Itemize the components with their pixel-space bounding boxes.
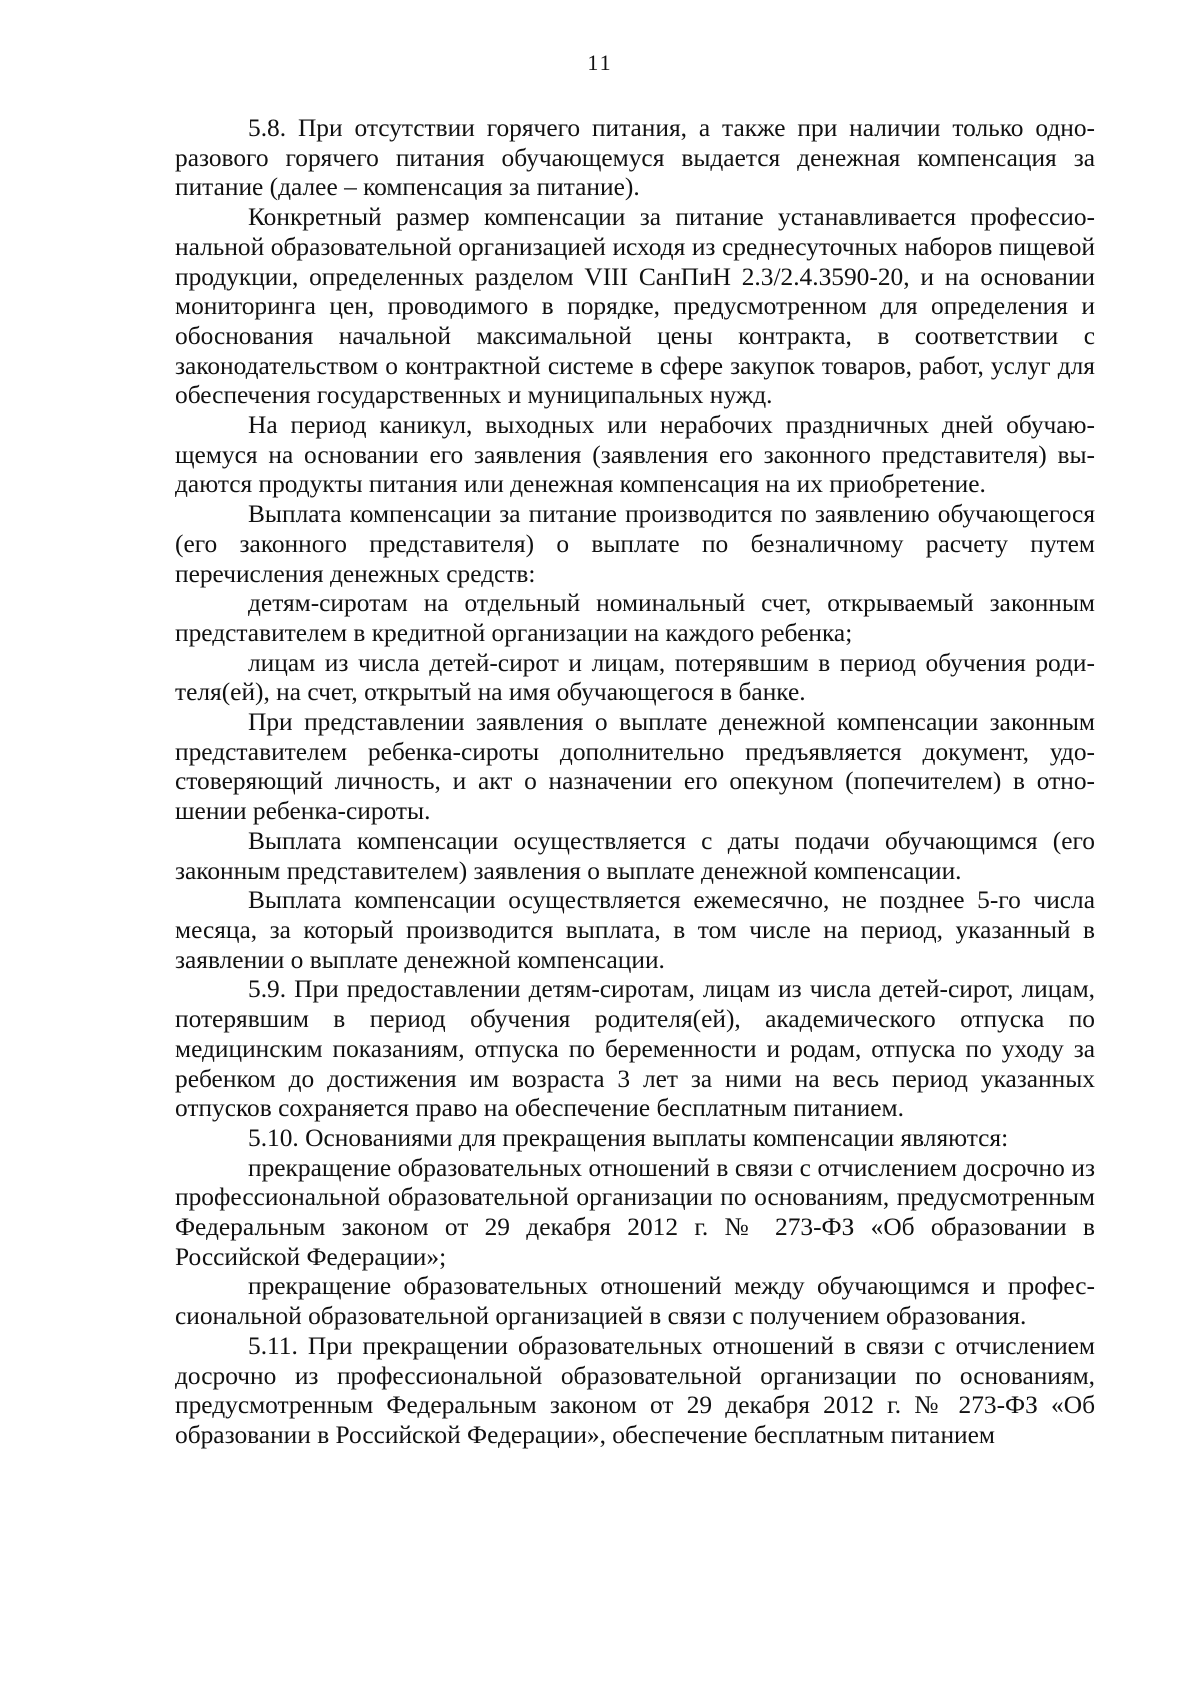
document-body [175,114,1095,1451]
paragraph-payment-method: Выплата компенсации за питание производится по заявлению обучающегося (его законного представителя) о выплате по безналичному расчету путем перечисления денежных средств: [175,500,1095,588]
paragraph-5-9: 5.9. При предоставлении детям-сиротам, лицам из числа детей-сирот, лицам, потерявшим в период обучения родителя(ей), академического отпуска по медицинским показаниям, отпуска по беременности и родам, отпуска по уходу за ребенком до достижения им возраста 3 лет за ними на весь период указанных отпусков сохраняется право на обеспечение бесплатным питанием. [175,975,1095,1123]
paragraph-monthly-payment: Выплата компенсации осуществляется ежемесячно, не позднее 5-го числа месяца, за который производится выплата, в том числе на период, указанный в заявлении о выплате денежной компенсации. [175,886,1095,974]
paragraph-payment-start: Выплата компенсации осуществляется с даты подачи обучающимся (его законным представителем) заявления о выплате денежной компенсации. [175,826,1095,885]
paragraph-orphans-account: детям-сиротам на отдельный номинальный счет, открываемый законным представителем в кредитной организации на каждого ребенка; [175,589,1095,647]
paragraph-compensation-amount: Конкретный размер компенсации за питание устанавливается профессиональной образовательной организацией исходя из среднесуточных наборов пищевой продукции, определенных разделом VIII СанПиН 2.3/2.4.3590-20, и на основании мониторинга цен, проводимого в порядке, предусмотренном для определения и обоснования начальной максимальной цены контракта, в соответствии с законодательством о контрактной системе в сфере закупок товаров, работ, услуг для обеспечения государственных и муниципальных нужд. [175,203,1095,410]
paragraph-termination-graduation: прекращение образовательных отношений между обучающимся и профессиональной образовательной организацией в связи с получением образования. [175,1272,1095,1331]
page-number: 11 [587,50,613,75]
paragraph-termination-expulsion: прекращение образовательных отношений в связи с отчислением досрочно из профессиональной образовательной организации по основаниям, предусмотренным Федеральным законом от 29 декабря 2012 г. № 273-ФЗ «Об образовании в Российской Федерации»; [175,1153,1095,1271]
paragraph-5-11: 5.11. При прекращении образовательных отношений в связи с отчислением досрочно из профессиональной образовательной организации по основаниям, предусмотренным Федеральным законом от 29 декабря 2012 г. № 273-ФЗ «Об образовании в Российской Федерации», обеспечение бесплатным питанием [175,1331,1095,1449]
paragraph-guardian-documents: При представлении заявления о выплате денежной компенсации законным представителем ребенка-сироты дополнительно предъявляется документ, удостоверяющий личность, и акт о назначении его опекуном (попечителем) в отношении ребенка-сироты. [175,708,1095,826]
paragraph-5-10: 5.10. Основаниями для прекращения выплаты компенсации являются: [248,1123,1009,1152]
paragraph-holidays: На период каникул, выходных или нерабочих праздничных дней обучающемуся на основании его заявления (заявления его законного представителя) выдаются продукты питания или денежная компенсация на их приобретение. [175,411,1095,499]
paragraph-bank-account: лицам из числа детей-сирот и лицам, потерявшим в период обучения родителя(ей), на счет, открытый на имя обучающегося в банке. [175,648,1095,707]
paragraph-5-8: 5.8. При отсутствии горячего питания, а также при наличии только одноразового горячего питания обучающемуся выдается денежная компенсация за питание (далее – компенсация за питание). [175,114,1095,202]
